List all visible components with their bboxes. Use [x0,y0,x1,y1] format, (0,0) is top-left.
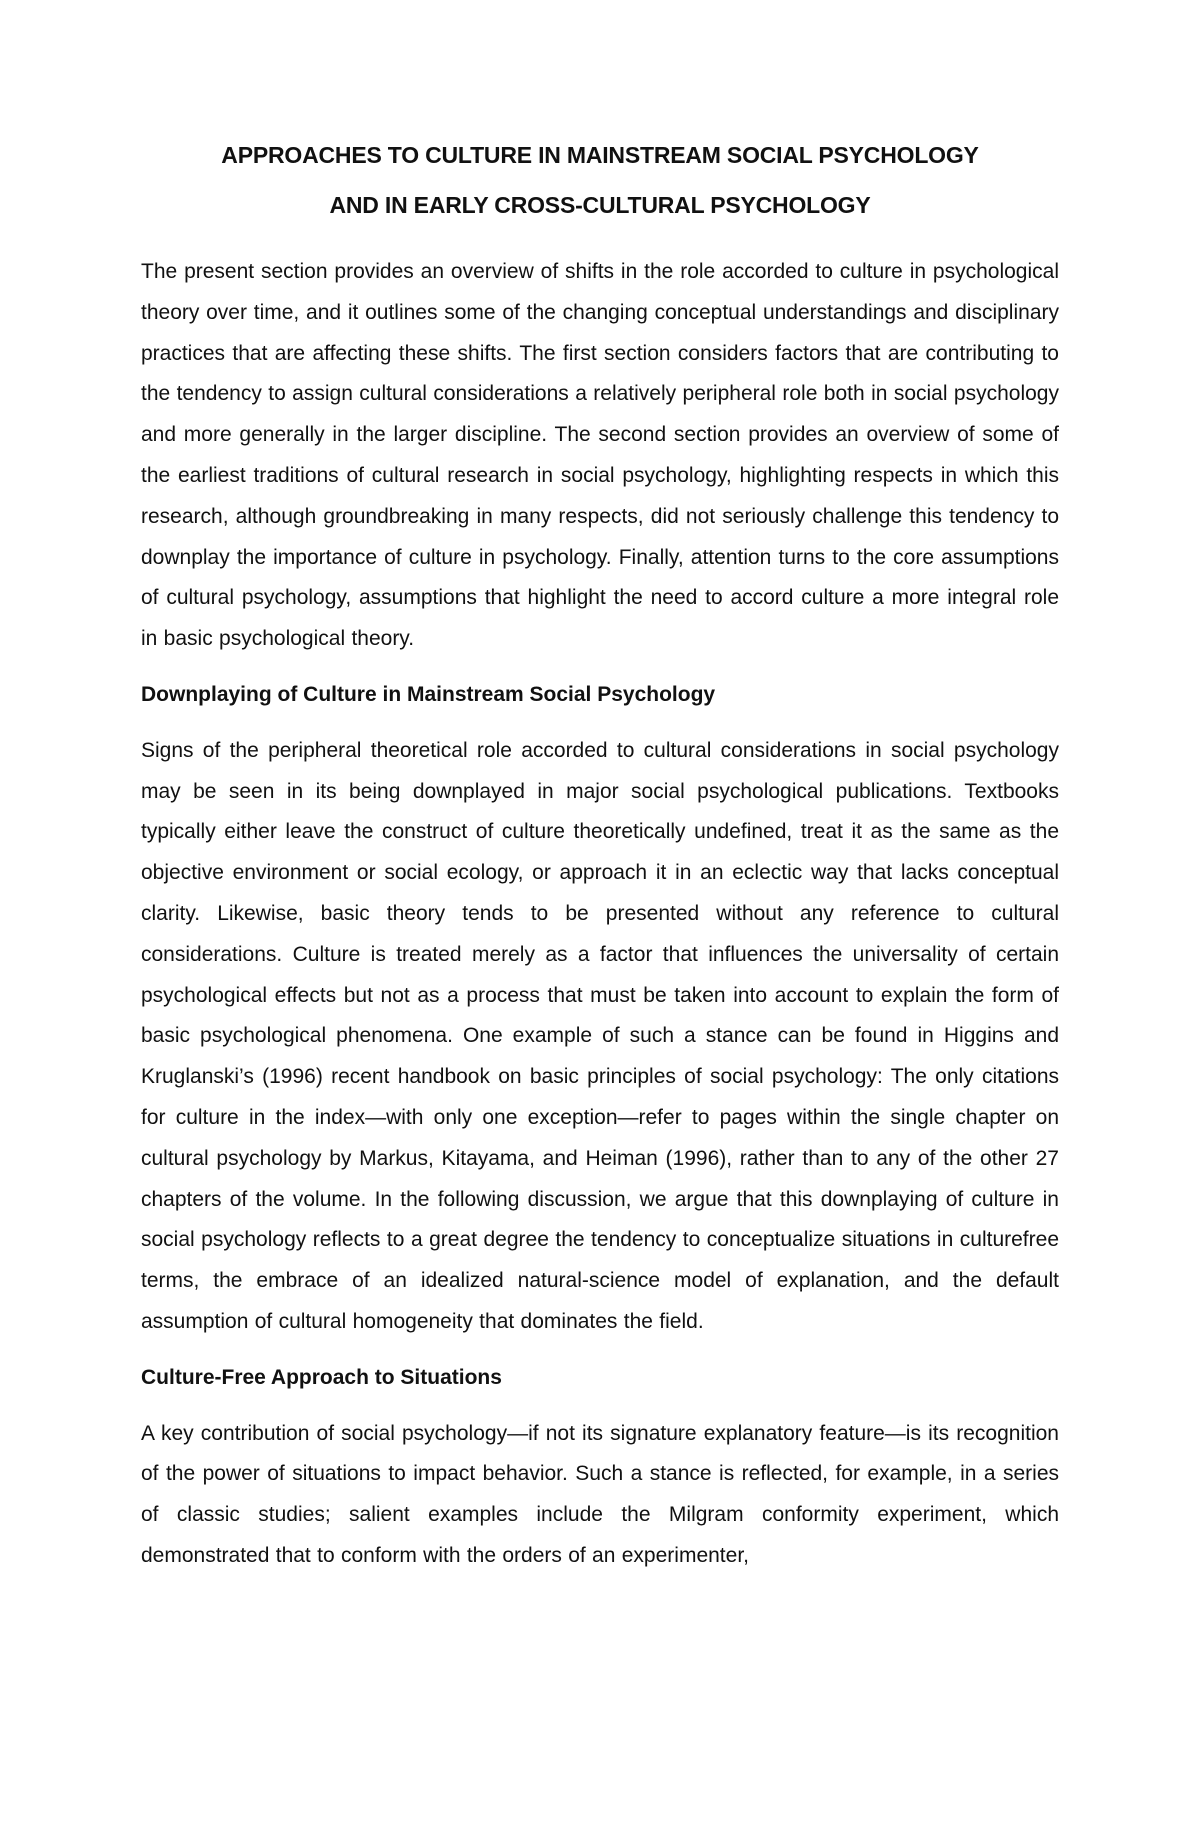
section-heading-downplaying: Downplaying of Culture in Mainstream Social Psychology [141,682,716,706]
section-paragraph-culture-free: A key contribution of social psychology—if not its signature explanatory feature—is its recognition of the power of situations to impact behavior. Such a stance is reflected, for example, in a series of classic studies; salient examples include the Milgram conformity experiment, which demonstrated that to conform with the orders of an experimenter, [141,1421,1059,1567]
title-line-1: APPROACHES TO CULTURE IN MAINSTREAM SOCIAL PSYCHOLOGY [221,142,979,168]
intro-paragraph: The present section provides an overview of shifts in the role accorded to culture in psychological theory over time, and it outlines some of the changing conceptual understandings and disciplinary practices that are affecting these shifts. The first section considers factors that are contributing to the tendency to assign cultural considerations a relatively peripheral role both in social psychology and more generally in the larger discipline. The second section provides an overview of some of the earliest traditions of cultural research in social psychology, highlighting respects in which this research, although groundbreaking in many respects, did not seriously challenge this tendency to downplay the importance of culture in psychology. Finally, attention turns to the core assumptions of cultural psychology, assumptions that highlight the need to accord culture a more integral role in basic psychological theory. [141,260,1059,651]
title-line-2: AND IN EARLY CROSS-CULTURAL PSYCHOLOGY [329,192,871,218]
section-paragraph-downplaying: Signs of the peripheral theoretical role accorded to cultural considerations in social psychology may be seen in its being downplayed in major social psychological publications. Textbooks typically either leave the construct of culture theoretically undefined, treat it as the same as the objective environment or social ecology, or approach it in an eclectic way that lacks conceptual clarity. Likewise, basic theory tends to be presented without any reference to cultural considerations. Culture is treated merely as a factor that influences the universality of certain psychological effects but not as a process that must be taken into account to explain the form of basic psychological phenomena. One example of such a stance can be found in Higgins and Kruglanski’s (1996) recent handbook on basic principles of social psychology: The only citations for culture in the index—with only one exception—refer to pages within the single chapter on cultural psychology by Markus, Kitayama, and Heiman (1996), rather than to any of the other 27 chapters of the volume. In the following discussion, we argue that this downplaying of culture in social psychology reflects to a great degree the tendency to conceptualize situations in culturefree terms, the embrace of an idealized natural-science model of explanation, and the default assumption of cultural homogeneity that dominates the field. [141,738,1059,1333]
document-page [141,130,1059,1577]
section-heading-culture-free: Culture-Free Approach to Situations [141,1365,502,1389]
document-title [141,130,1059,230]
